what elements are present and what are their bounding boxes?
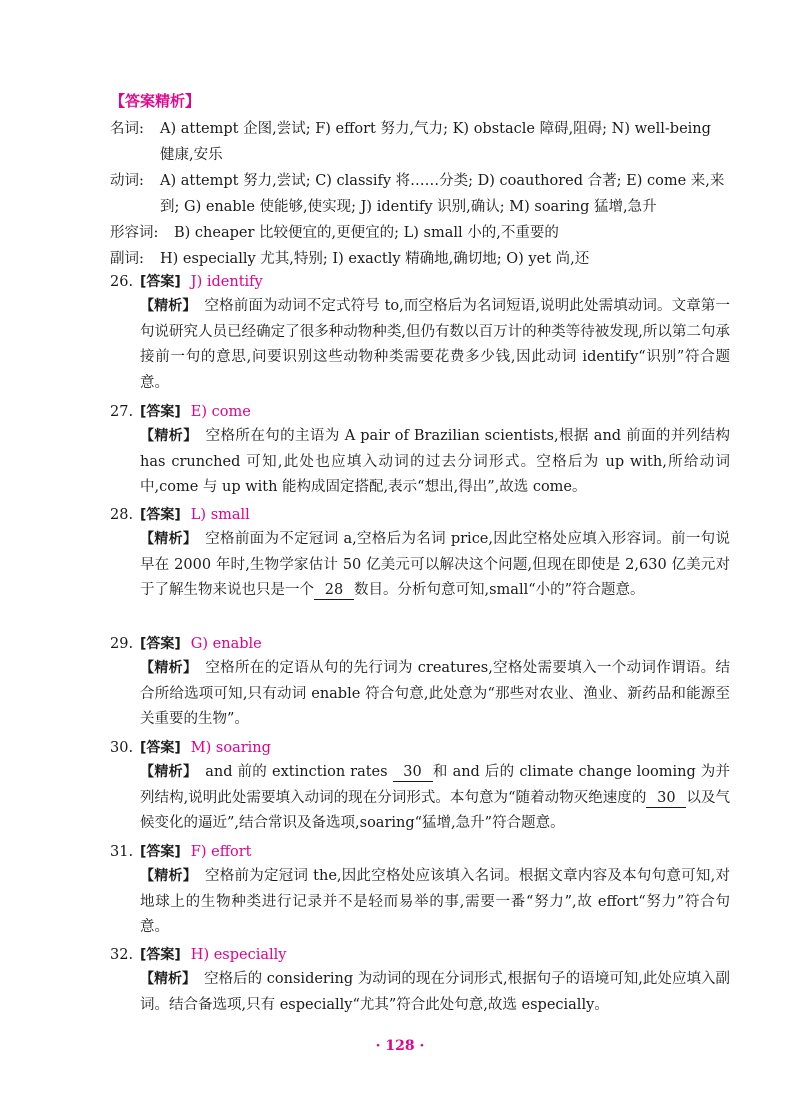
explanation: [110, 527, 730, 604]
answer-line: [110, 503, 730, 527]
page-number: · 128 ·: [375, 1038, 425, 1054]
question-30: [110, 736, 730, 837]
question-27: [110, 400, 730, 501]
explanation: [110, 864, 730, 941]
explanation-text: 空格前面为动词不定式符号 to,而空格后为名词短语,说明此处需填动词。文章第一句说研究人员已经确定了很多种动物种类,但仍有数以百万计的种类等待被发现,所以第二句承接前一句的意思,问要识别这些动物种类需要花费多少钱,因此动词 identify“识别”符合题意。: [140, 298, 730, 391]
explanation: [110, 760, 730, 837]
vocab-label: 副词:: [110, 251, 144, 267]
question-29: [110, 632, 730, 733]
answer-line: [110, 840, 730, 864]
question-26: [110, 270, 730, 396]
answer-tag: [答案]: [140, 844, 181, 860]
answer-tag: [答案]: [140, 404, 181, 420]
vocabulary-list: [110, 116, 730, 272]
section-title: 【答案精析】: [110, 92, 201, 110]
answer-line: [110, 632, 730, 656]
answer-tag: [答案]: [140, 507, 181, 523]
answer-tag: [答案]: [140, 636, 181, 652]
answer-tag: [答案]: [140, 740, 181, 756]
answer-value: F) effort: [190, 844, 252, 860]
answer-line: [110, 736, 730, 760]
question-32: [110, 943, 730, 1018]
vocab-label: 形容词:: [110, 225, 159, 241]
explanation-text: 空格前为定冠词 the,因此空格处应该填入名词。根据文章内容及本句句意可知,对地球上的生物种类进行记录并不是轻而易举的事,需要一番“努力”,故 effort“努力”符合句意。: [140, 868, 731, 935]
question-28: [110, 503, 730, 604]
answer-tag: [答案]: [140, 274, 181, 290]
answer-line: [110, 943, 730, 967]
question-number: 28.: [110, 507, 134, 523]
question-number: 31.: [110, 844, 134, 860]
explain-tag: 【精析】: [140, 298, 197, 314]
answer-value: J) identify: [190, 274, 263, 290]
blank-28: 28: [314, 581, 354, 600]
explanation: [110, 424, 730, 501]
vocab-row-noun: [110, 116, 730, 168]
answer-value: L) small: [190, 507, 250, 523]
explanation: [110, 294, 730, 396]
blank-30: 30: [646, 789, 686, 808]
explanation-text: 空格所在句的主语为 A pair of Brazilian scientists,根据 and 前面的并列结构 has crunched 可知,此处也应填入动词的过去分词形式。空格后为 up with,所给动词中,come 与 up with 能构成固定搭配,表示“想出,得出”,故选 come。: [140, 428, 731, 495]
vocab-label: 名词:: [110, 121, 144, 137]
vocab-text: H) especially 尤其,特别; I) exactly 精确地,确切地; O) yet 尚,还: [160, 251, 590, 267]
explain-tag: 【精析】: [140, 764, 198, 780]
answer-value: E) come: [190, 404, 251, 420]
explanation: [110, 967, 730, 1018]
answer-value: M) soaring: [190, 740, 271, 756]
answer-line: [110, 400, 730, 424]
explain-tag: 【精析】: [140, 868, 198, 884]
question-number: 26.: [110, 274, 134, 290]
blank-30: 30: [393, 763, 433, 782]
vocab-row-adverb: [110, 246, 730, 272]
explanation-text: and 前的 extinction rates: [205, 764, 388, 780]
explain-tag: 【精析】: [140, 971, 197, 987]
question-31: [110, 840, 730, 941]
explain-tag: 【精析】: [140, 428, 198, 444]
question-number: 27.: [110, 404, 134, 420]
vocab-text: B) cheaper 比较便宜的,更便宜的; L) small 小的,不重要的: [174, 225, 559, 241]
explanation: [110, 656, 730, 733]
answer-value: H) especially: [190, 947, 287, 963]
question-number: 29.: [110, 636, 134, 652]
explanation-text: 空格所在的定语从句的先行词为 creatures,空格处需要填入一个动词作谓语。结合所给选项可知,只有动词 enable 符合句意,此处意为“那些对农业、渔业、新药品和能源至关重要的生物”。: [140, 660, 731, 727]
explanation-text: 空格前面为不定冠词 a,空格后为名词 price,因此空格处应填入形容词。前一句说早在 2000 年时,生物学家估计 50 亿美元可以解决这个问题,但现在即使是 2,630 亿美元对于了解生物来说也只是一个: [140, 531, 730, 598]
vocab-row-adjective: [110, 220, 730, 246]
vocab-text: A) attempt 企图,尝试; F) effort 努力,气力; K) obstacle 障碍,阻碍; N) well-being 健康,安乐: [160, 121, 711, 163]
answer-value: G) enable: [190, 636, 262, 652]
explanation-text: 和 and 后的 climate change looming 为并列结构,说明此处需要填入动词的现在分词形式。本句意为“随着动物灭绝速度的: [140, 764, 731, 806]
answer-line: [110, 270, 730, 294]
vocab-row-verb: [110, 168, 730, 220]
vocab-label: 动词:: [110, 173, 144, 189]
explain-tag: 【精析】: [140, 660, 198, 676]
explanation-text: 以及气候变化的逼近”,结合常识及备选项,soaring“猛增,急升”符合题意。: [140, 789, 730, 831]
vocab-text: A) attempt 努力,尝试; C) classify 将……分类; D) coauthored 合著; E) come 来,来到; G) enable 使能够,使实现; J) identify 识别,确认; M) soaring 猛增,急升: [160, 173, 725, 215]
answer-tag: [答案]: [140, 947, 181, 963]
explanation-text: 空格后的 considering 为动词的现在分词形式,根据句子的语境可知,此处应填入副词。结合备选项,只有 especially“尤其”符合此处句意,故选 especially。: [140, 971, 731, 1013]
explain-tag: 【精析】: [140, 531, 198, 547]
question-number: 30.: [110, 740, 134, 756]
question-number: 32.: [110, 947, 134, 963]
explanation-text: 数目。分析句意可知,small“小的”符合题意。: [354, 582, 645, 598]
